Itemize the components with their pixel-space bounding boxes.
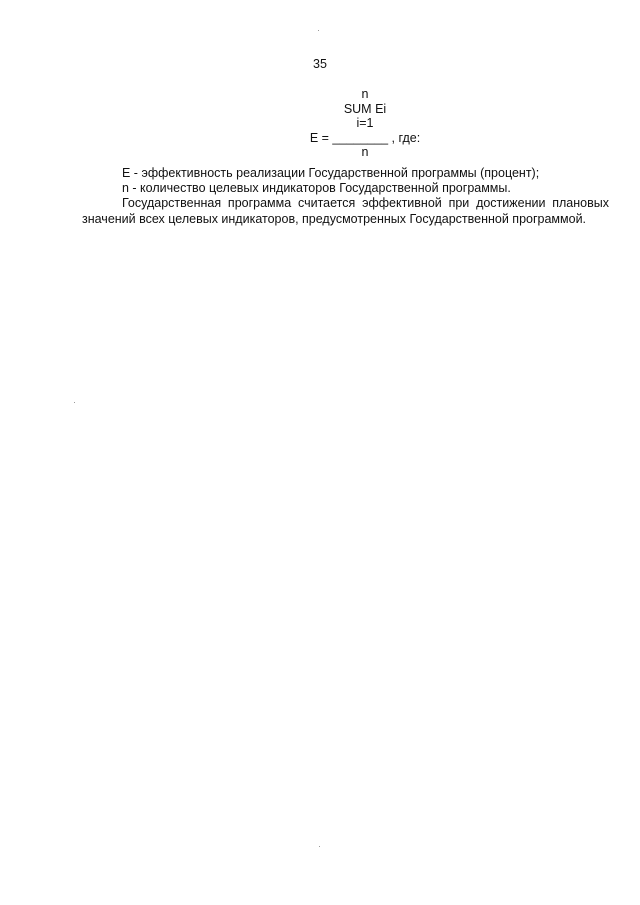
definitions-block: [82, 166, 609, 227]
scan-speck: [74, 402, 75, 403]
formula-denominator: n: [361, 145, 369, 159]
formula-main-line: E = ________ , где:: [309, 130, 421, 145]
page-number: 35: [313, 57, 327, 71]
effectiveness-paragraph: Государственная программа считается эффективной при достижении плановых значений всех целевых индикаторов, предусмотренных Государственной программой.: [82, 196, 609, 226]
scan-speck: [318, 30, 319, 31]
scan-speck: [319, 846, 320, 847]
definition-n: n - количество целевых индикаторов Государственной программы.: [122, 181, 511, 196]
formula-lower-limit: i=1: [356, 116, 374, 130]
formula-sum-expression: SUM Ei: [343, 101, 387, 116]
formula-upper-limit: n: [361, 87, 369, 101]
efficiency-formula: [0, 87, 640, 160]
definition-e: E - эффективность реализации Государственной программы (процент);: [122, 166, 540, 180]
